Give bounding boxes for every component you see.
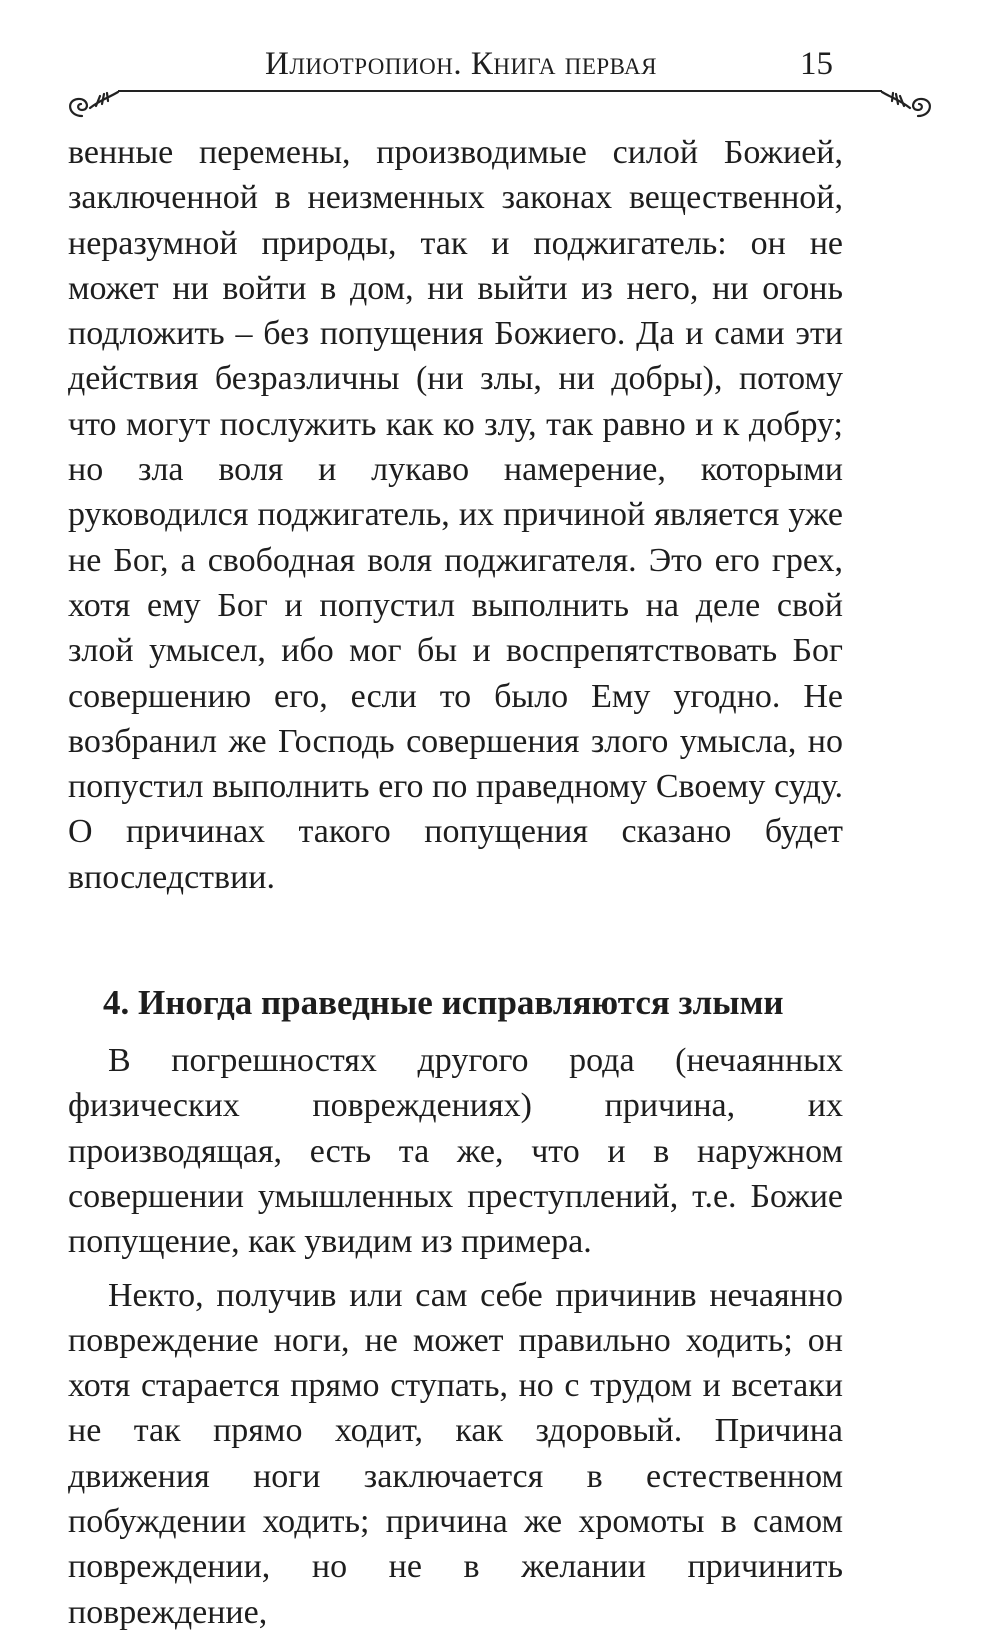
paragraph: Некто, получив или сам себе причинив нечаянно повреждение ноги, не может правильно ходить; он хотя старается прямо ступать, но с трудом и всетаки не так прямо ходит, как здоровый. Причина движения ноги заключается в естественном побуждении ходить; причина же хромоты в самом повреждении, но не в желании причинить повреждение, bbox=[68, 1276, 843, 1631]
header-ornament-rule bbox=[60, 88, 940, 128]
page-number: 15 bbox=[800, 46, 833, 82]
paragraph-continued: венные перемены, производимые силой Божией, заключенной в неизменных законах вещественной, неразумной природы, так и поджигатель: он не может ни войти в дом, ни выйти из него, ни огонь подложить – без попущения Божиего. Да и сами эти действия безразличны (ни злы, ни добры), потому что могут послужить как ко злу, так равно и к добру; но зла воля и лукаво намерение, которыми руководился поджигатель, их причиной является уже не Бог, а свободная воля поджигателя. Это его грех, хотя ему Бог и попустил выполнить на деле свой злой умысел, ибо мог бы и воспрепятствовать Бог совершению его, если то было Ему угодно. Не возбранил же Господь совершения злого умысла, но попустил выполнить его по праведному Своему суду. О причинах такого попущения сказано будет впоследствии. bbox=[68, 134, 843, 896]
running-title: Илиотропион. Книга первая bbox=[265, 46, 657, 82]
paragraph: В погрешностях другого рода (нечаянных физических повреждениях) причина, их производящая, есть та же, что и в наружном совершении умышленных преступлений, т.е. Божие попущение, как увидим из примера. bbox=[68, 1042, 843, 1261]
paragraph-gap bbox=[68, 1265, 843, 1273]
left-flourish-icon bbox=[70, 92, 118, 116]
right-flourish-icon bbox=[882, 92, 930, 116]
main-text bbox=[68, 130, 843, 1635]
section-spacer bbox=[68, 900, 843, 980]
section-heading: 4. Иногда праведные исправляются злыми bbox=[103, 983, 784, 1023]
running-head bbox=[0, 46, 1000, 90]
